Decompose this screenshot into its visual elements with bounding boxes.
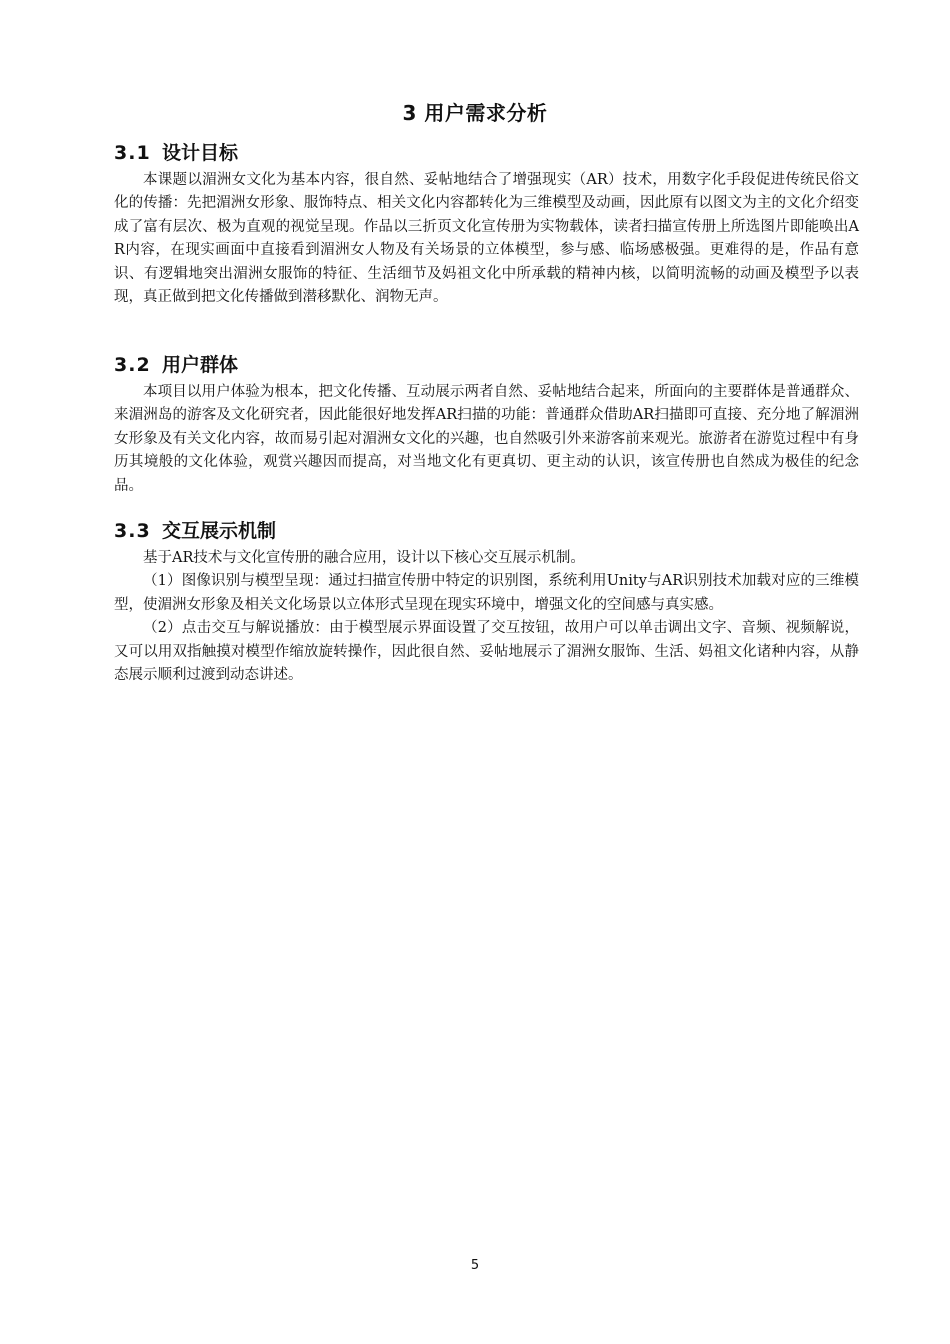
page-number: 5 (470, 1258, 480, 1273)
section-title: 交互展示机制 (162, 520, 277, 542)
paragraph: （2）点击交互与解说播放：由于模型展示界面设置了交互按钮，故用户可以单击调出文字、音频、视频解说，又可以用双指触摸对模型作缩放旋转操作，因此很自然、妥帖地展示了湄洲女服饰、生活、妈祖文化诸种内容，从静态展示顺利过渡到动态讲述。 (114, 620, 859, 684)
section-number: 3.3 (114, 520, 151, 542)
section-number: 3.1 (114, 142, 151, 164)
section-number: 3.2 (114, 354, 151, 376)
section-design-goals (114, 139, 859, 309)
paragraph: 本项目以用户体验为根本，把文化传播、互动展示两者自然、妥帖地结合起来，所面向的主要群体是普通群众、来湄洲岛的游客及文化研究者，因此能很好地发挥AR扫描的功能：普通群众借助AR扫描即可直接、充分地了解湄洲女形象及有关文化内容，故而易引起对湄洲女文化的兴趣，也自然吸引外来游客前来观光。旅游者在游览过程中有身历其境般的文化体验，观赏兴趣因而提高，对当地文化有更真切、更主动的认识，该宣传册也自然成为极佳的纪念品。 (114, 384, 859, 494)
section-title: 设计目标 (162, 142, 239, 164)
section-user-groups (114, 351, 859, 498)
paragraph: （1）图像识别与模型呈现：通过扫描宣传册中特定的识别图，系统利用Unity与AR识别技术加载对应的三维模型，使湄洲女形象及相关文化场景以立体形式呈现在现实环境中，增强文化的空间感与真实感。 (114, 573, 859, 613)
paragraph: 基于AR技术与文化宣传册的融合应用，设计以下核心交互展示机制。 (143, 550, 585, 566)
section-interaction-mechanism (114, 517, 859, 687)
section-heading (114, 139, 859, 167)
section-heading (114, 517, 859, 545)
paragraph: 本课题以湄洲女文化为基本内容，很自然、妥帖地结合了增强现实（AR）技术，用数字化手段促进传统民俗文化的传播：先把湄洲女形象、服饰特点、相关文化内容都转化为三维模型及动画，因此原有以图文为主的文化介绍变成了富有层次、极为直观的视觉呈现。作品以三折页文化宣传册为实物载体，读者扫描宣传册上所选图片即能唤出AR内容，在现实画面中直接看到湄洲女人物及有关场景的立体模型，参与感、临场感极强。更难得的是，作品有意识、有逻辑地突出湄洲女服饰的特征、生活细节及妈祖文化中所承载的精神内核，以简明流畅的动画及模型予以表现，真正做到把文化传播做到潜移默化、润物无声。 (114, 172, 859, 306)
chapter-title: 3 用户需求分析 (402, 101, 548, 125)
section-heading (114, 351, 859, 379)
section-title: 用户群体 (162, 354, 239, 376)
